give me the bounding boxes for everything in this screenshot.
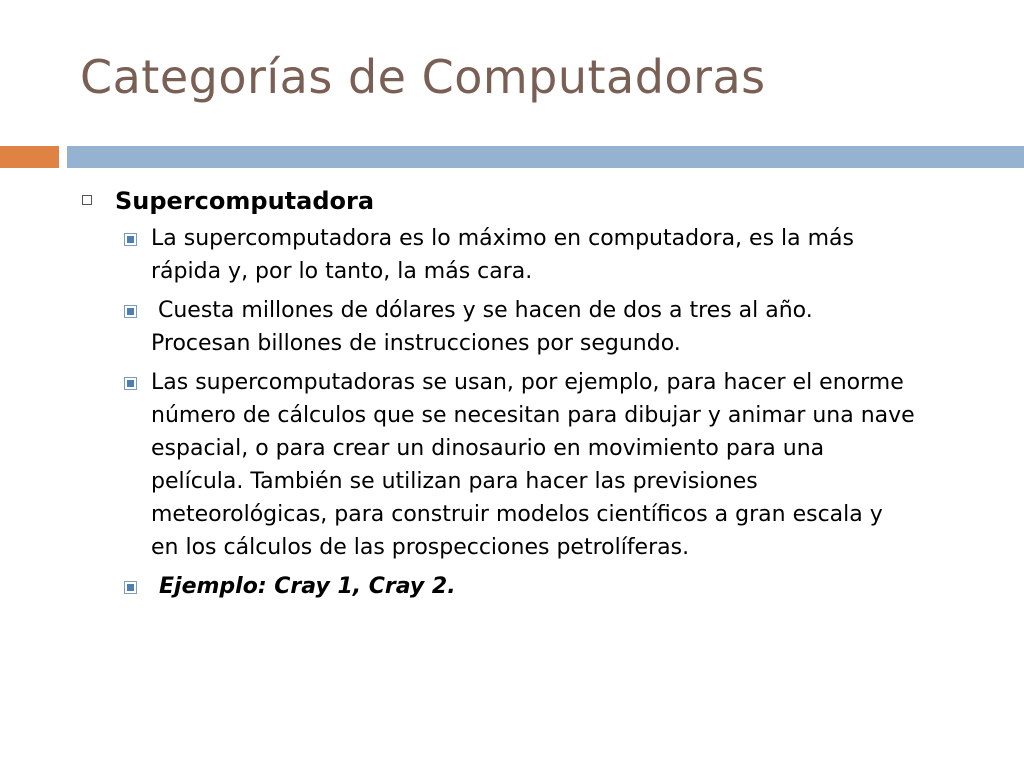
- bullet-item: [116, 570, 916, 603]
- slide-content: [80, 182, 980, 609]
- filled-square-icon: [124, 305, 137, 318]
- heading-text: Supercomputadora: [115, 187, 375, 215]
- accent-bar-orange: [0, 146, 59, 168]
- example-text: Ejemplo: Cray 1, Cray 2.: [159, 574, 456, 599]
- filled-square-icon: [124, 377, 137, 390]
- filled-square-icon: [124, 233, 137, 246]
- bullet-text: La supercomputadora es lo máximo en computadora, es la más rápida y, por lo tanto, la más cara.: [151, 226, 854, 284]
- bullet-heading: [80, 182, 980, 220]
- filled-square-icon: [124, 581, 137, 594]
- accent-bar-blue: [67, 146, 1024, 168]
- bullet-text: Las supercomputadoras se usan, por ejemplo, para hacer el enorme número de cálculos que se necesitan para dibujar y animar una nave espacial, o para crear un dinosaurio en movimiento para una película. También se utilizan para hacer las previsiones meteorológicas, para construir modelos científicos a gran escala y en los cálculos de las prospecciones petrolíferas.: [151, 370, 915, 560]
- slide-title: Categorías de Computadoras: [80, 50, 766, 104]
- bullet-text: Cuesta millones de dólares y se hacen de dos a tres al año. Procesan billones de instrucciones por segundo.: [151, 298, 827, 356]
- bullet-item: [116, 222, 916, 288]
- bullet-item: [116, 366, 916, 564]
- hollow-square-icon: [82, 195, 92, 205]
- bullet-item: [116, 294, 916, 360]
